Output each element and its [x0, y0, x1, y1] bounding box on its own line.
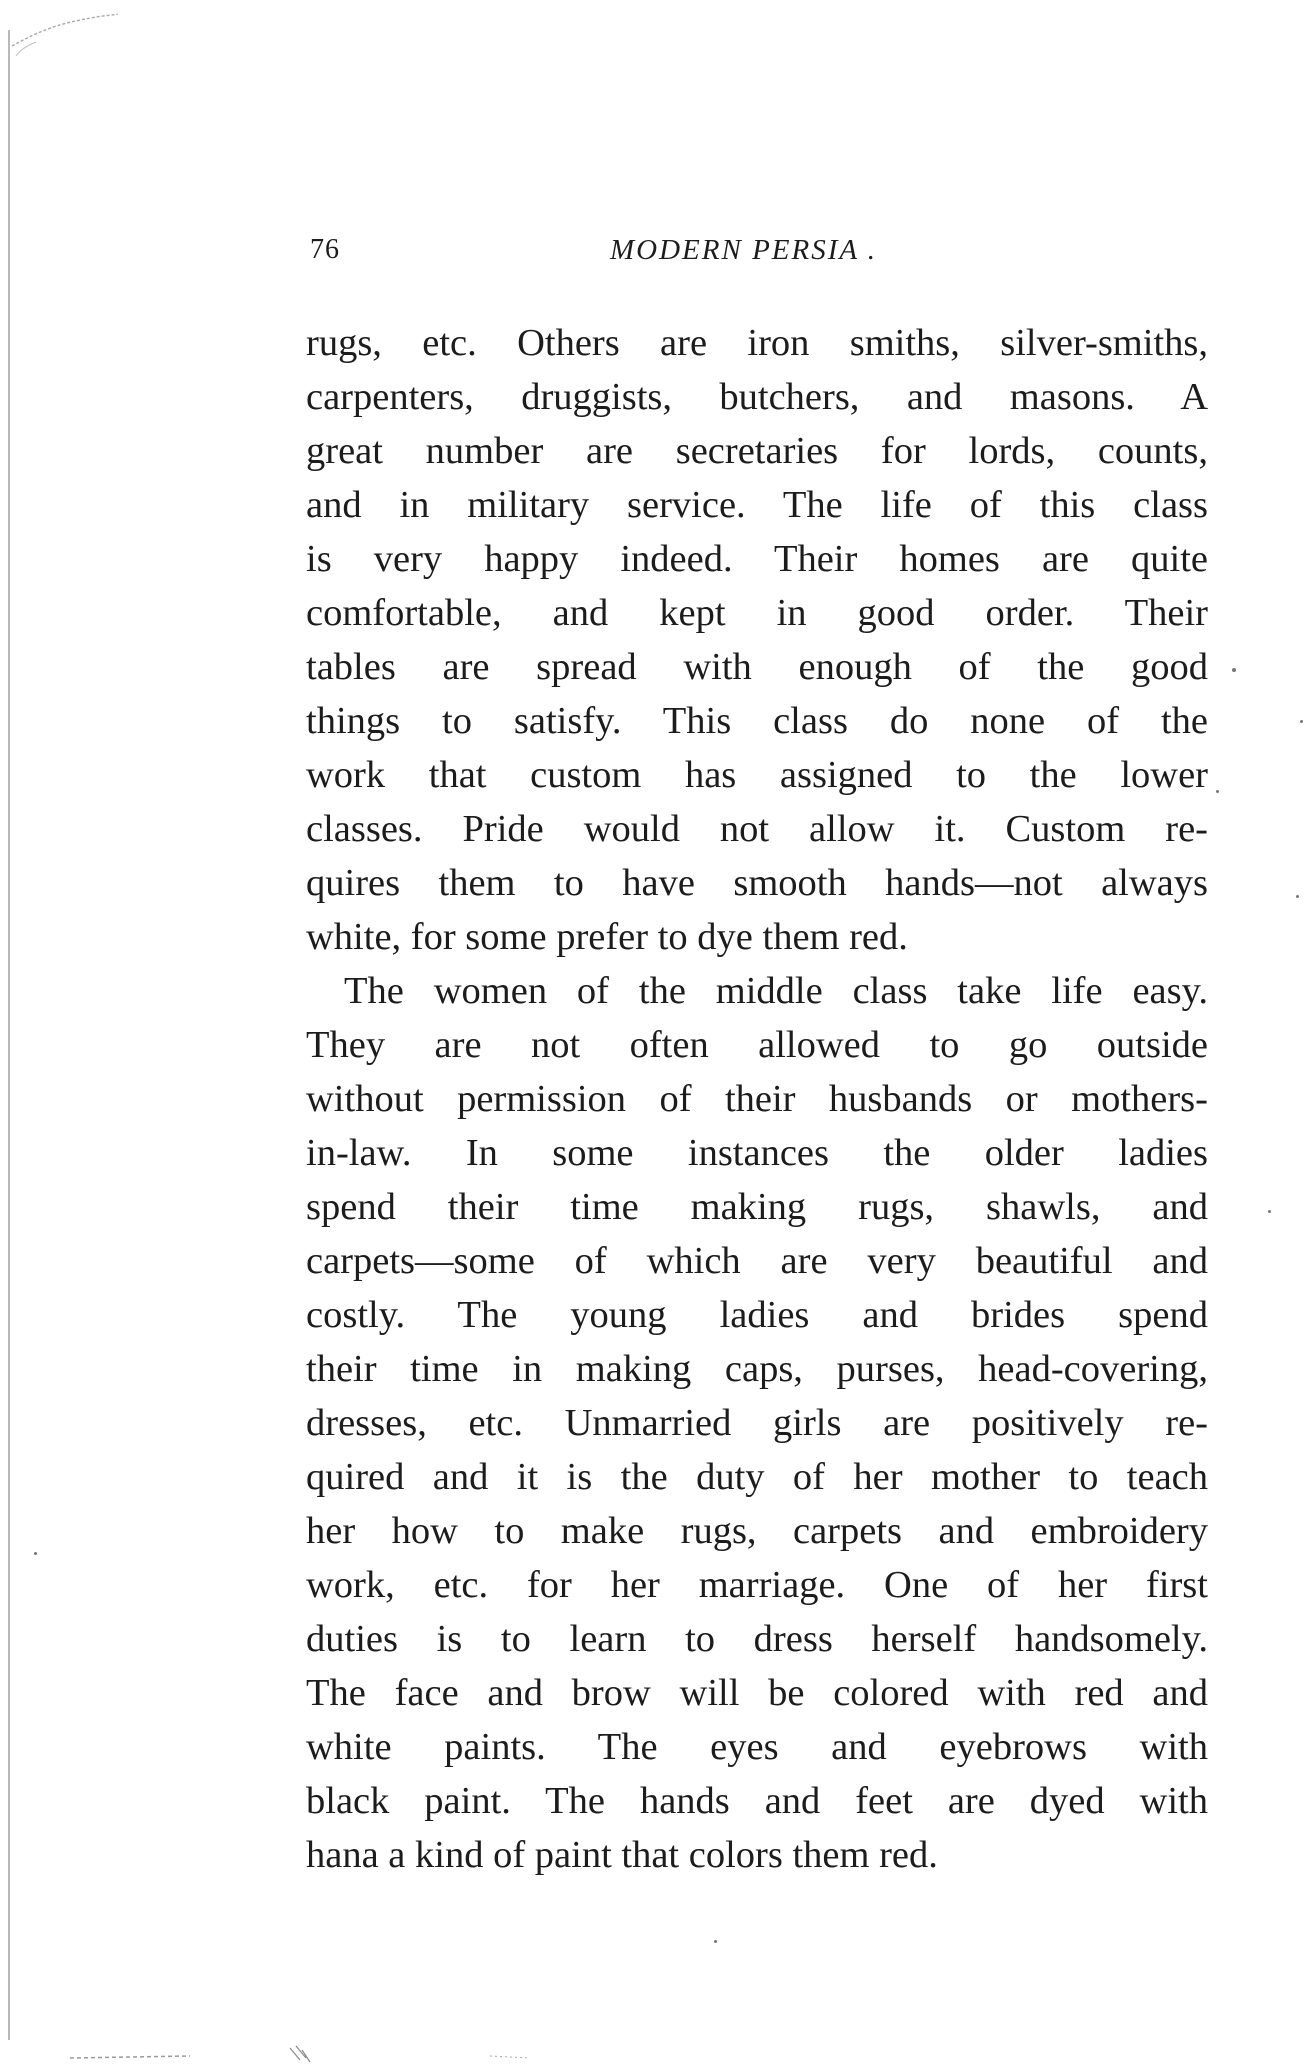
running-header — [310, 226, 1250, 276]
text-line: dresses, etc. Unmarried girls are positively re- — [306, 1402, 1208, 1444]
text-line: carpenters, druggists, butchers, and masons. A — [306, 376, 1208, 418]
corner-pencil-mark — [10, 6, 120, 66]
text-line: their time in making caps, purses, head-covering, — [306, 1348, 1208, 1390]
ink-speck — [1216, 790, 1219, 793]
text-line: things to satisfy. This class do none of the — [306, 700, 1208, 742]
text-line: duties is to learn to dress herself handsomely. — [306, 1618, 1208, 1660]
text-line: hana a kind of paint that colors them red. — [306, 1834, 938, 1876]
body-text — [306, 316, 1208, 1882]
text-line: The face and brow will be colored with red and — [306, 1672, 1208, 1714]
bottom-edge-smudge — [60, 2040, 580, 2064]
text-line: white paints. The eyes and eyebrows with — [306, 1726, 1208, 1768]
ink-speck — [1300, 720, 1303, 723]
text-line: The women of the middle class take life easy. — [344, 970, 1208, 1012]
text-line: is very happy indeed. Their homes are quite — [306, 538, 1208, 580]
ink-speck — [1296, 895, 1299, 898]
text-line: rugs, etc. Others are iron smiths, silver-smiths, — [306, 322, 1208, 364]
text-line: and in military service. The life of this class — [306, 484, 1208, 526]
ink-speck — [34, 1552, 37, 1555]
text-line: quired and it is the duty of her mother to teach — [306, 1456, 1208, 1498]
ink-speck — [1232, 668, 1236, 672]
text-line: spend their time making rugs, shawls, and — [306, 1186, 1208, 1228]
page-left-edge — [8, 30, 10, 2040]
text-line: comfortable, and kept in good order. Their — [306, 592, 1208, 634]
text-line: great number are secretaries for lords, counts, — [306, 430, 1208, 472]
ink-speck — [714, 1940, 717, 1943]
text-line: without permission of their husbands or mothers- — [306, 1078, 1208, 1120]
ink-speck — [1268, 1210, 1271, 1213]
page-number: 76 — [310, 234, 340, 265]
text-line: black paint. The hands and feet are dyed with — [306, 1780, 1208, 1822]
paragraph-1 — [306, 316, 1208, 964]
text-line: white, for some prefer to dye them red. — [306, 916, 908, 958]
text-line: classes. Pride would not allow it. Custom re- — [306, 808, 1208, 850]
text-line: They are not often allowed to go outside — [306, 1024, 1208, 1066]
text-line: in-law. In some instances the older ladies — [306, 1132, 1208, 1174]
running-title: MODERN PERSIA . — [610, 234, 878, 266]
text-line: work that custom has assigned to the lower — [306, 754, 1208, 796]
text-line: carpets—some of which are very beautiful and — [306, 1240, 1208, 1282]
text-line: tables are spread with enough of the good — [306, 646, 1208, 688]
text-line: her how to make rugs, carpets and embroidery — [306, 1510, 1208, 1552]
text-line: costly. The young ladies and brides spend — [306, 1294, 1208, 1336]
paragraph-2 — [306, 964, 1208, 1882]
text-line: work, etc. for her marriage. One of her first — [306, 1564, 1208, 1606]
text-line: quires them to have smooth hands—not always — [306, 862, 1208, 904]
